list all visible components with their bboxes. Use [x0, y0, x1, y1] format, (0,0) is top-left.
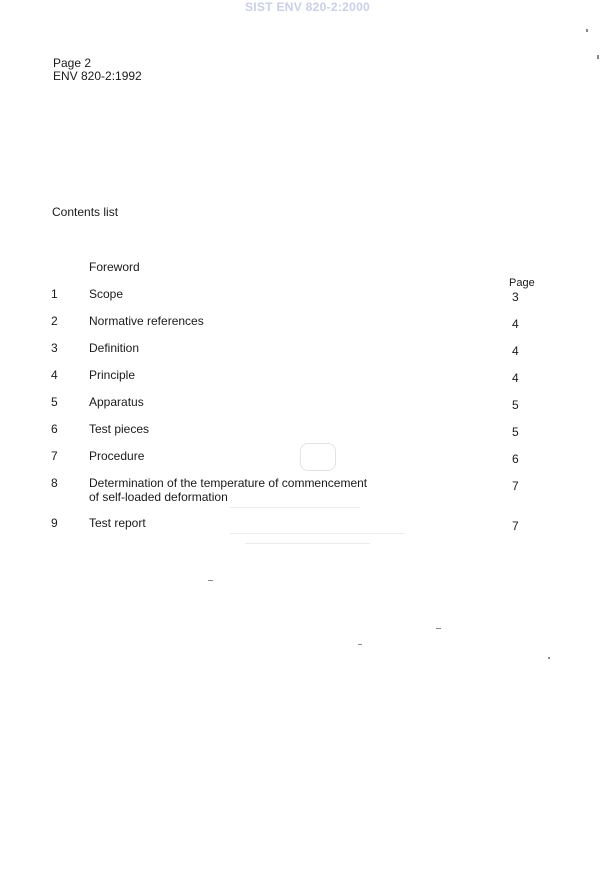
toc-title: Principle: [89, 368, 136, 382]
toc-page: 7: [512, 479, 519, 493]
toc-page: 4: [512, 344, 519, 358]
scan-speck: [597, 55, 599, 59]
toc-number: 1: [51, 287, 58, 301]
toc-page: 5: [512, 398, 519, 412]
toc-title: Scope: [89, 287, 124, 301]
toc-number: 6: [51, 422, 58, 436]
toc-title: Procedure: [89, 449, 145, 463]
scan-speck: [548, 657, 550, 659]
toc-title: Test report: [89, 516, 146, 530]
toc-page: 6: [512, 452, 519, 466]
standard-id: ENV 820-2:1992: [53, 69, 142, 83]
page-number: Page 2: [53, 56, 92, 70]
toc-title-continued: of self-loaded deformation: [89, 490, 228, 504]
toc-number: 8: [51, 476, 58, 490]
toc-page: 7: [512, 519, 519, 533]
toc-number: 7: [51, 449, 58, 463]
toc-title: Foreword: [89, 260, 140, 274]
toc-page: 4: [512, 317, 519, 331]
toc-number: 2: [51, 314, 58, 328]
toc-number: 5: [51, 395, 58, 409]
scan-artifact: [230, 533, 405, 534]
faint-stamp-mark: [300, 443, 336, 471]
toc-title: Test pieces: [89, 422, 150, 436]
scan-speck: [436, 628, 441, 629]
toc-number: 9: [51, 516, 58, 530]
toc-title: Normative references: [89, 314, 204, 328]
watermark: SIST ENV 820-2:2000: [244, 0, 371, 14]
page-column-label: Page: [509, 277, 535, 289]
contents-title: Contents list: [52, 205, 119, 219]
toc-page: 5: [512, 425, 519, 439]
toc-title: Definition: [89, 341, 140, 355]
scan-artifact: [245, 543, 370, 544]
toc-number: 3: [51, 341, 58, 355]
scan-speck: [358, 644, 362, 645]
toc-page: 4: [512, 371, 519, 385]
toc-number: 4: [51, 368, 58, 382]
toc-page: 3: [512, 290, 519, 304]
scan-speck: [586, 29, 588, 32]
toc-title: Apparatus: [89, 395, 144, 409]
scan-speck: [208, 580, 213, 581]
toc-title: Determination of the temperature of commencement: [89, 476, 368, 490]
scan-artifact: [230, 507, 360, 508]
